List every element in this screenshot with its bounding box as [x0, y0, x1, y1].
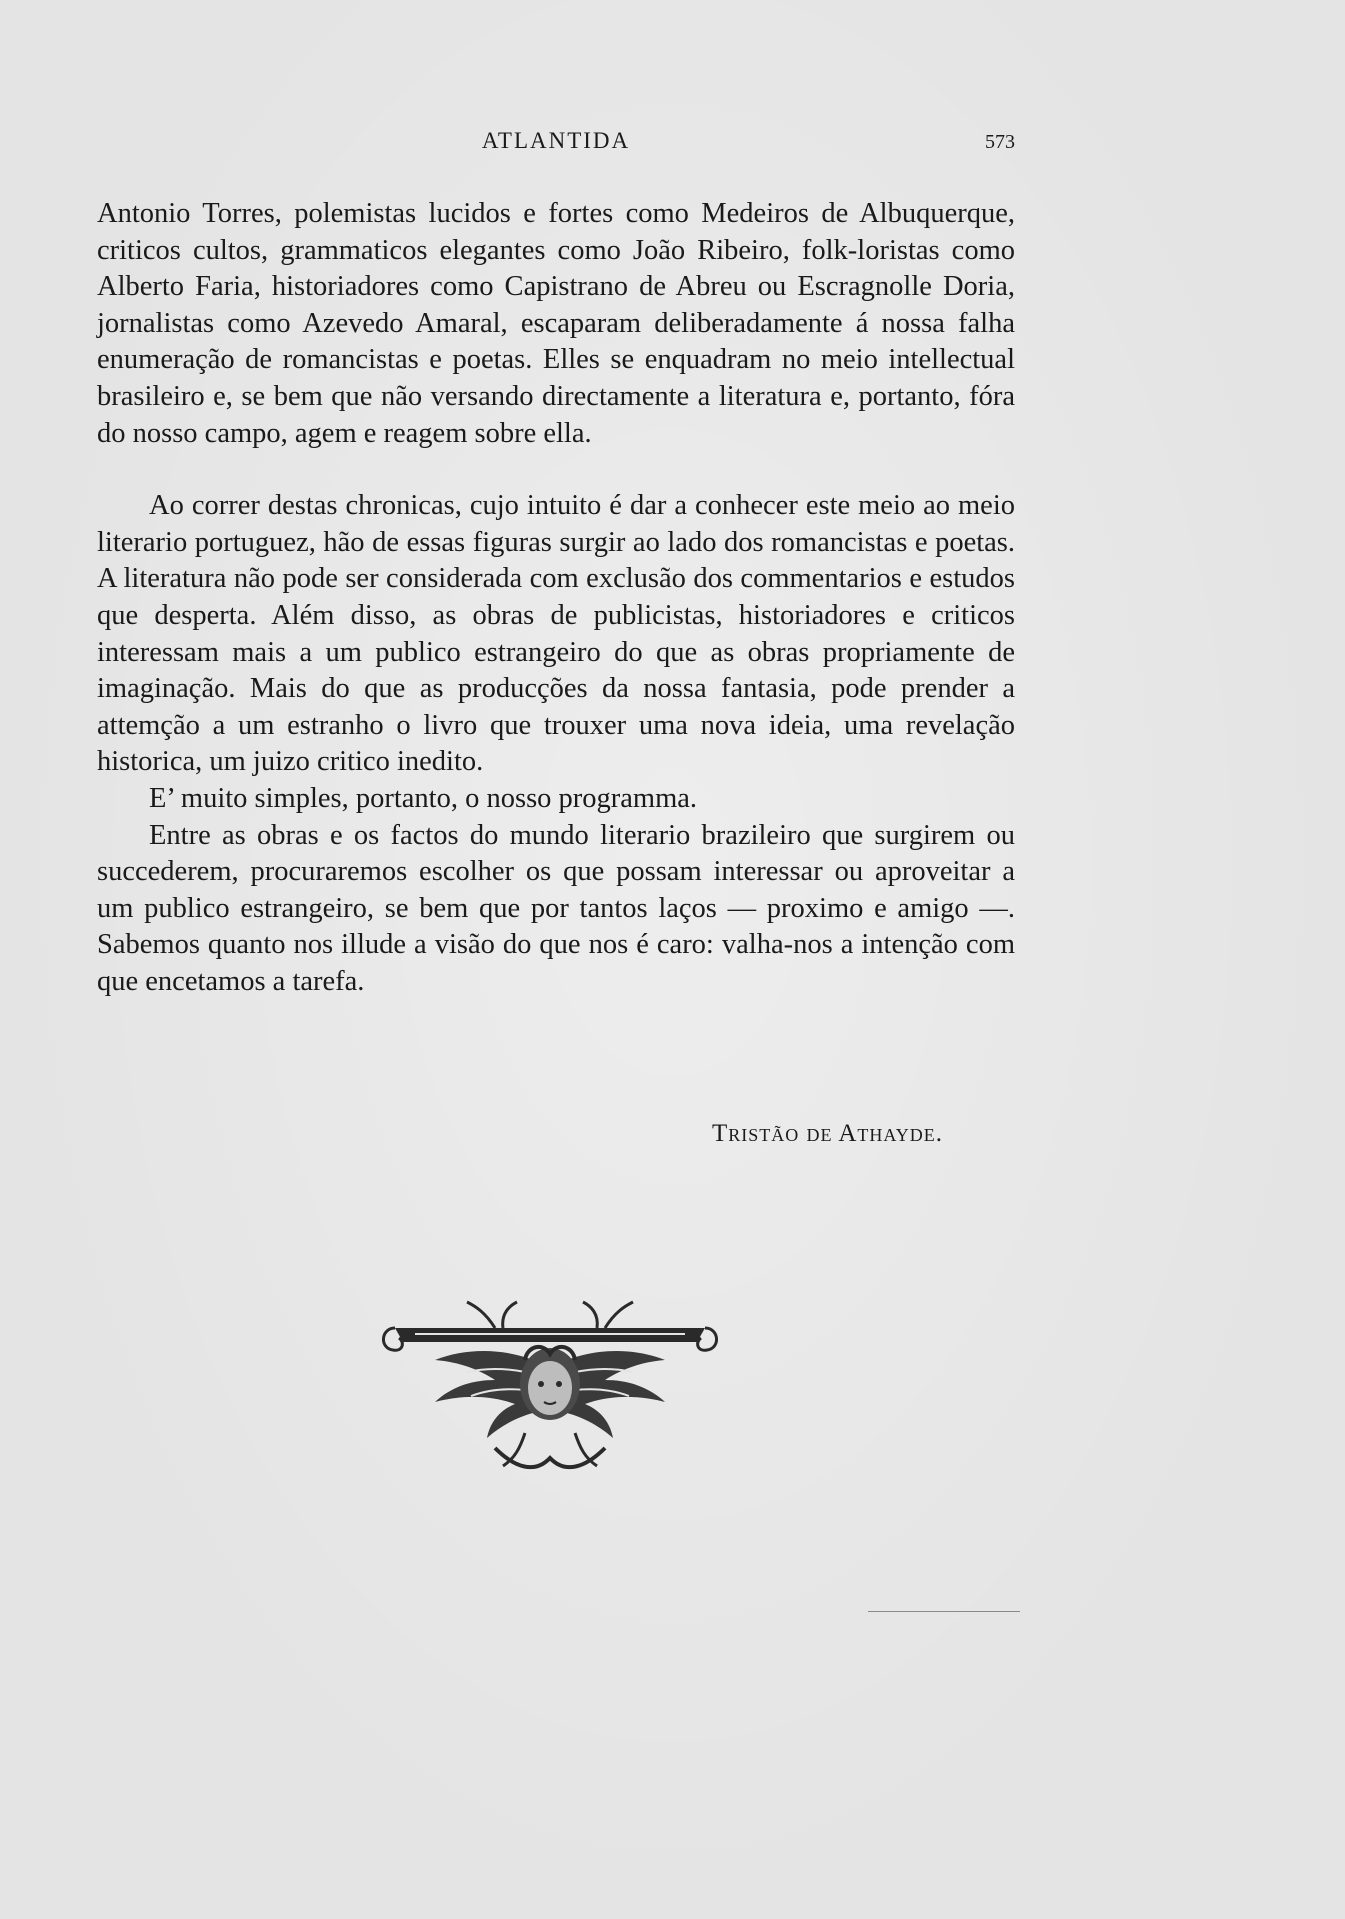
- page-number: 573: [985, 131, 1015, 153]
- cherub-head-ornament-icon: [375, 1298, 725, 1474]
- article-body: [97, 196, 1015, 1000]
- paragraph-4: Entre as obras e os factos do mundo literario brazileiro que surgirem ou succederem, procuraremos escolher os que possam interessar ou aproveitar a um publico estrangeiro, se bem que por tantos laços — proximo e amigo —. Sabemos quanto nos illude a visão do que nos é caro: valha-nos a intenção com que encetamos a tarefa.: [97, 819, 1015, 997]
- running-header: [97, 128, 1015, 164]
- paragraph-2: Ao correr destas chronicas, cujo intuito é dar a conhecer este meio ao meio literario portuguez, hão de essas figuras surgir ao lado dos romancistas e poetas. A literatura não pode ser considerada com exclusão dos commentarios e estudos que desperta. Além disso, as obras de publicistas, historiadores e criticos interessam mais a um publico estrangeiro do que as obras propriamente de imaginação. Mais do que as producções da nossa fantasia, pode prender a attemção a um estranho o livro que trouxer uma nova ideia, uma revelação historica, um juizo critico inedito.: [97, 490, 1015, 778]
- author-signature: Tristão de Athayde.: [711, 1120, 943, 1147]
- paragraph-3: E’ muito simples, portanto, o nosso programma.: [149, 782, 698, 814]
- divider-rule: [868, 1611, 1020, 1612]
- paragraph-1: Antonio Torres, polemistas lucidos e fortes como Medeiros de Albuquerque, criticos cultos, grammaticos elegantes como João Ribeiro, folk-loristas como Alberto Faria, historiadores como Capistrano de Abreu ou Escragnolle Doria, jornalistas como Azevedo Amaral, escaparam deliberadamente á nossa falha enumeração de romancistas e poetas. Elles se enquadram no meio intellectual brasileiro e, se bem que não versando directamente a literatura e, portanto, fóra do nosso campo, agem e reagem sobre ella.: [97, 198, 1015, 449]
- running-title: ATLANTIDA: [481, 128, 631, 153]
